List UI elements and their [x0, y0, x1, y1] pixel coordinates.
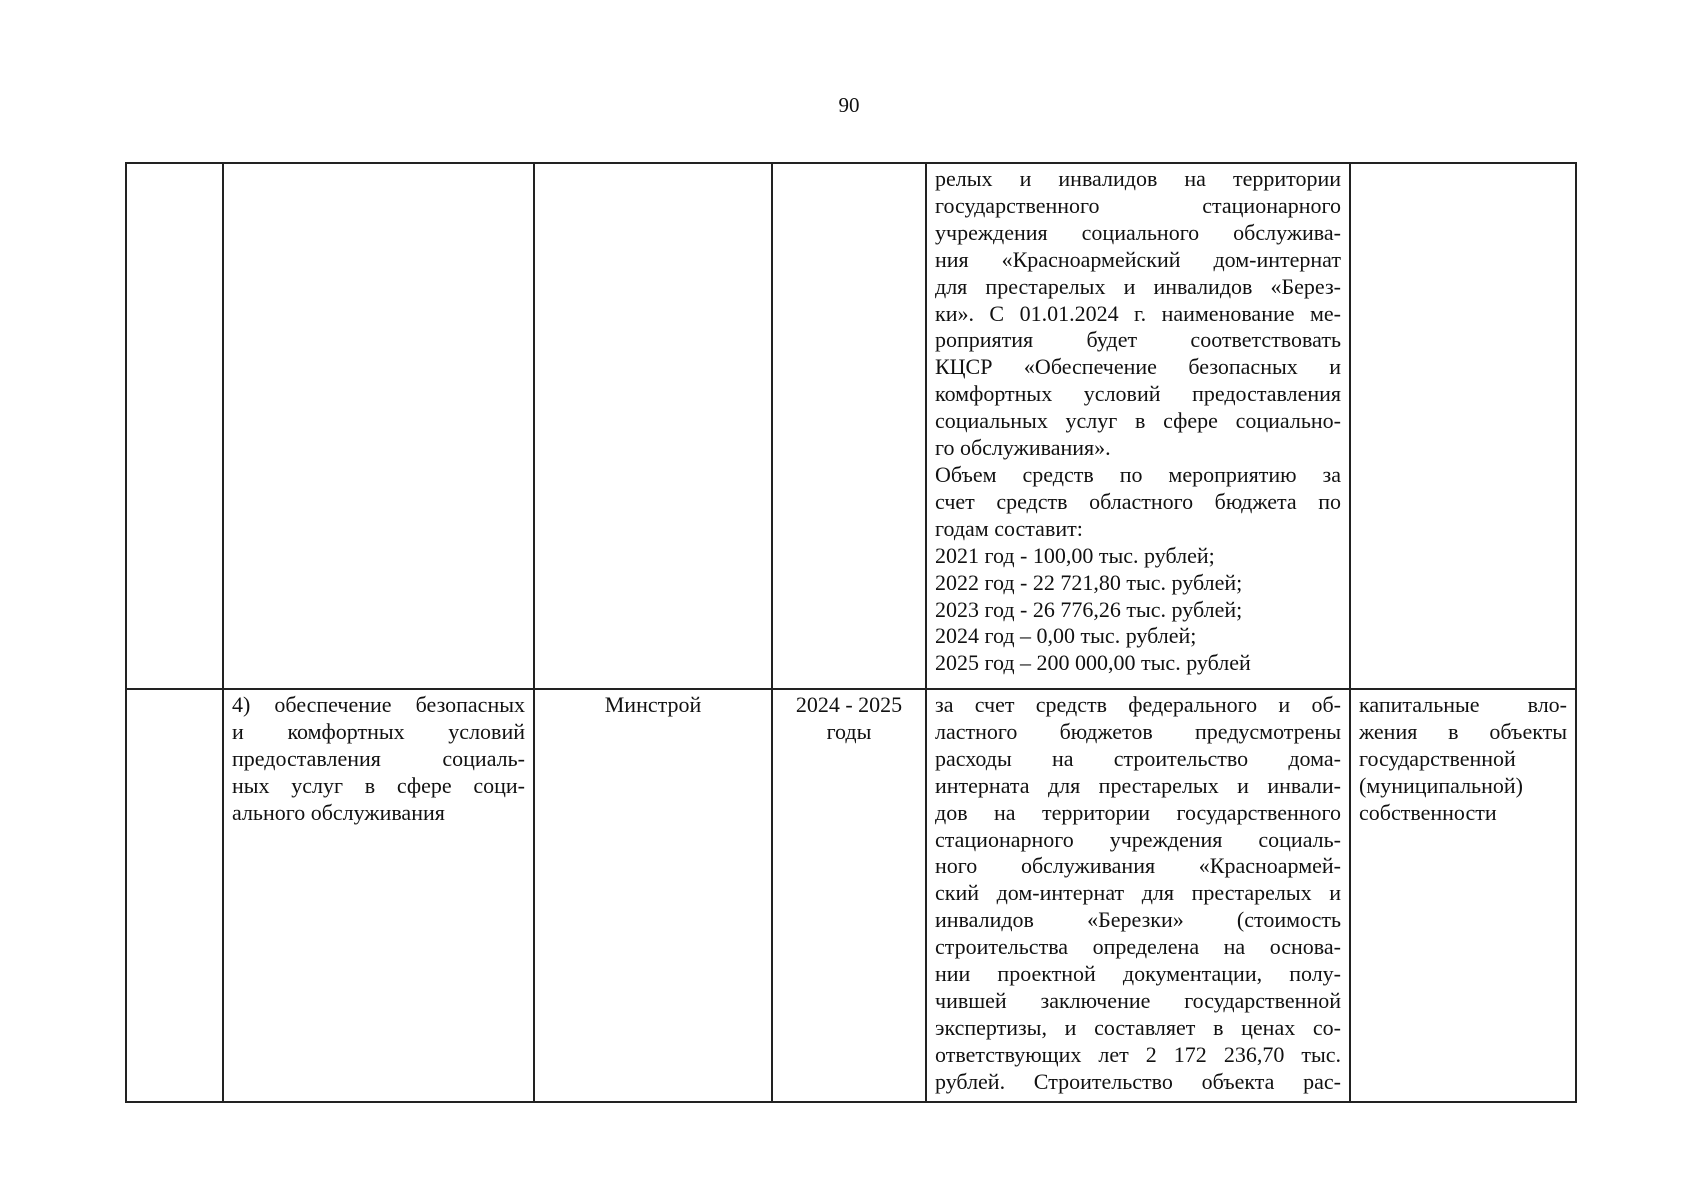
text-line: Объем средств по мероприятию за	[935, 461, 1341, 487]
text-line: 2025 год – 200 000,00 тыс. рублей	[935, 650, 1251, 676]
description-cell	[926, 689, 1350, 1102]
text-line: жения в объекты	[1359, 718, 1567, 744]
text-line: комфортных условий предоставления	[935, 381, 1341, 407]
text-line: нии проектной документации, полу-	[935, 961, 1341, 987]
text-line: 2023 год - 26 776,26 тыс. рублей;	[935, 596, 1243, 622]
executor-cell: Минстрой	[534, 689, 772, 1102]
text-line: 2024 год – 0,00 тыс. рублей;	[935, 623, 1197, 649]
activity-cell	[223, 689, 534, 1102]
text-line: роприятия будет соответствовать	[935, 327, 1341, 353]
table-row	[126, 163, 1576, 689]
text-line: интерната для престарелых и инвали-	[935, 772, 1341, 798]
text-line: собственности	[1359, 799, 1497, 825]
text-line: предоставления социаль-	[232, 745, 525, 771]
text-line: государственной	[1359, 745, 1516, 771]
result-cell	[1350, 689, 1576, 1102]
text-line: счет средств областного бюджета по	[935, 488, 1341, 514]
number-cell	[126, 163, 223, 689]
text-line: чившей заключение государственной	[935, 987, 1341, 1013]
text-line: 2022 год - 22 721,80 тыс. рублей;	[935, 569, 1243, 595]
text-line: 4) обеспечение безопасных	[232, 692, 525, 717]
activity-cell	[223, 163, 534, 689]
text-line: за счет средств федерального и об-	[935, 692, 1341, 717]
page-number: 90	[838, 93, 860, 117]
text-line: инвалидов «Березки» (стоимость	[935, 907, 1341, 933]
text-line: ластного бюджетов предусмотрены	[935, 718, 1341, 744]
result-cell	[1350, 163, 1576, 689]
text-line: рублей. Строительство объекта рас-	[935, 1068, 1341, 1094]
program-table	[125, 162, 1577, 1103]
text-line: государственного стационарного	[935, 192, 1341, 218]
text-line: и комфортных условий	[232, 718, 525, 744]
text-line: ский дом-интернат для престарелых и	[935, 880, 1341, 906]
number-cell	[126, 689, 223, 1102]
text-line: капитальные вло-	[1359, 692, 1567, 717]
text-line: ния «Красноармейский дом-интернат	[935, 246, 1341, 272]
text-line: ального обслуживания	[232, 799, 445, 825]
text-line: ки». С 01.01.2024 г. наименование ме-	[935, 300, 1341, 326]
executor-cell	[534, 163, 772, 689]
text-line: КЦСР «Обеспечение безопасных и	[935, 354, 1341, 380]
text-line: годам составит:	[935, 515, 1083, 541]
text-line: для престарелых и инвалидов «Берез-	[935, 273, 1341, 299]
text-line: учреждения социального обслужива-	[935, 219, 1341, 245]
period-cell: 2024 - 2025 годы	[772, 689, 926, 1102]
text-line: го обслуживания».	[935, 435, 1111, 461]
text-line: ных услуг в сфере соци-	[232, 772, 525, 798]
text-line: 2021 год - 100,00 тыс. рублей;	[935, 542, 1215, 568]
text-line: дов на территории государственного	[935, 799, 1341, 825]
description-cell	[926, 163, 1350, 689]
text-line: ного обслуживания «Красноармей-	[935, 853, 1341, 879]
text-line: строительства определена на основа-	[935, 934, 1341, 960]
text-line: (муниципальной)	[1359, 772, 1523, 798]
text-line: стационарного учреждения социаль-	[935, 826, 1341, 852]
text-line: расходы на строительство дома-	[935, 745, 1341, 771]
period-cell	[772, 163, 926, 689]
text-line: экспертизы, и составляет в ценах со-	[935, 1014, 1341, 1040]
text-line: ответствующих лет 2 172 236,70 тыс.	[935, 1041, 1341, 1067]
table-row	[126, 689, 1576, 1102]
text-line: релых и инвалидов на территории	[935, 166, 1341, 191]
text-line: социальных услуг в сфере социально-	[935, 408, 1341, 434]
